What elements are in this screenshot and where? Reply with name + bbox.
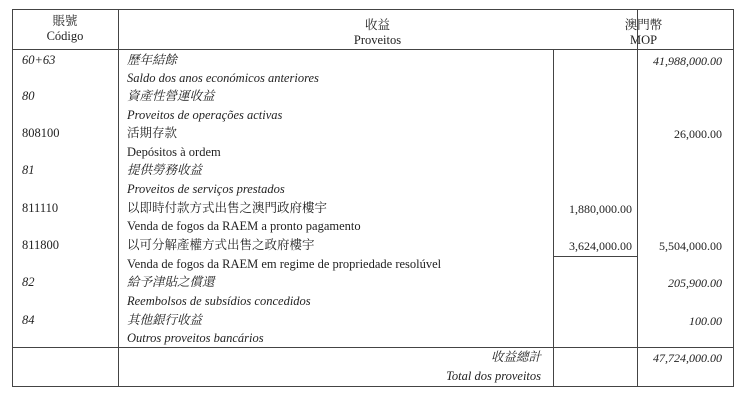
row-desc-pt: Proveitos de serviços prestados: [127, 182, 285, 196]
row-desc-zh: 其他銀行收益: [127, 313, 203, 327]
row-desc-pt: Saldo dos anos económicos anteriores: [127, 71, 319, 85]
row-desc-zh: 以可分解產權方式出售之政府樓宇: [127, 238, 315, 252]
total-label-zh: 收益總計: [490, 350, 541, 364]
row-desc-pt: Venda de fogos da RAEM a pronto pagamento: [127, 219, 361, 233]
row-desc-pt: Venda de fogos da RAEM em regime de propriedade resolúvel: [127, 257, 442, 271]
total-label-pt: Total dos proveitos: [446, 369, 541, 383]
column-divider-code: [118, 9, 119, 387]
row-code: 811110: [22, 201, 59, 215]
row-total: 100.00: [689, 314, 722, 328]
row-desc-zh: 資產性營運收益: [127, 89, 215, 103]
row-code: 808100: [22, 126, 60, 140]
row-code: 84: [22, 313, 35, 327]
row-code: 80: [22, 89, 35, 103]
row-subtotal: 1,880,000.00: [569, 202, 632, 216]
row-code: 811800: [22, 238, 60, 252]
row-desc-zh: 活期存款: [127, 126, 178, 140]
total-rule: [12, 347, 734, 348]
header-code-pt: Código: [46, 29, 84, 43]
grand-total-value: 47,724,000.00: [653, 351, 722, 365]
header-currency-pt: MOP: [629, 33, 658, 47]
header-currency-zh: 澳門幣: [624, 18, 663, 32]
row-desc-zh: 以即時付款方式出售之澳門政府樓宇: [127, 201, 328, 215]
row-total: 5,504,000.00: [659, 239, 722, 253]
header-desc-zh: 收益: [364, 18, 390, 32]
row-total: 26,000.00: [674, 127, 722, 141]
revenue-table: [12, 9, 734, 387]
row-desc-pt: Proveitos de operações activas: [127, 108, 283, 122]
row-desc-pt: Outros proveitos bancários: [127, 331, 264, 345]
row-code: 60+63: [22, 53, 56, 67]
column-divider-sub: [553, 49, 554, 387]
row-desc-zh: 歷年結餘: [127, 53, 178, 67]
header-code-zh: 賬號: [52, 14, 78, 28]
row-code: 82: [22, 275, 35, 289]
row-total: 205,900.00: [668, 276, 722, 290]
subtotal-rule: [553, 256, 637, 257]
row-subtotal: 3,624,000.00: [569, 239, 632, 253]
header-desc-pt: Proveitos: [353, 33, 402, 47]
row-desc-pt: Reembolsos de subsídios concedidos: [127, 294, 311, 308]
row-desc-zh: 提供勞務收益: [127, 163, 203, 177]
row-code: 81: [22, 163, 35, 177]
column-divider-total: [637, 9, 638, 387]
row-total: 41,988,000.00: [653, 54, 722, 68]
row-desc-pt: Depósitos à ordem: [127, 145, 221, 159]
row-desc-zh: 給予津貼之償還: [127, 275, 215, 289]
header-divider: [12, 49, 734, 50]
